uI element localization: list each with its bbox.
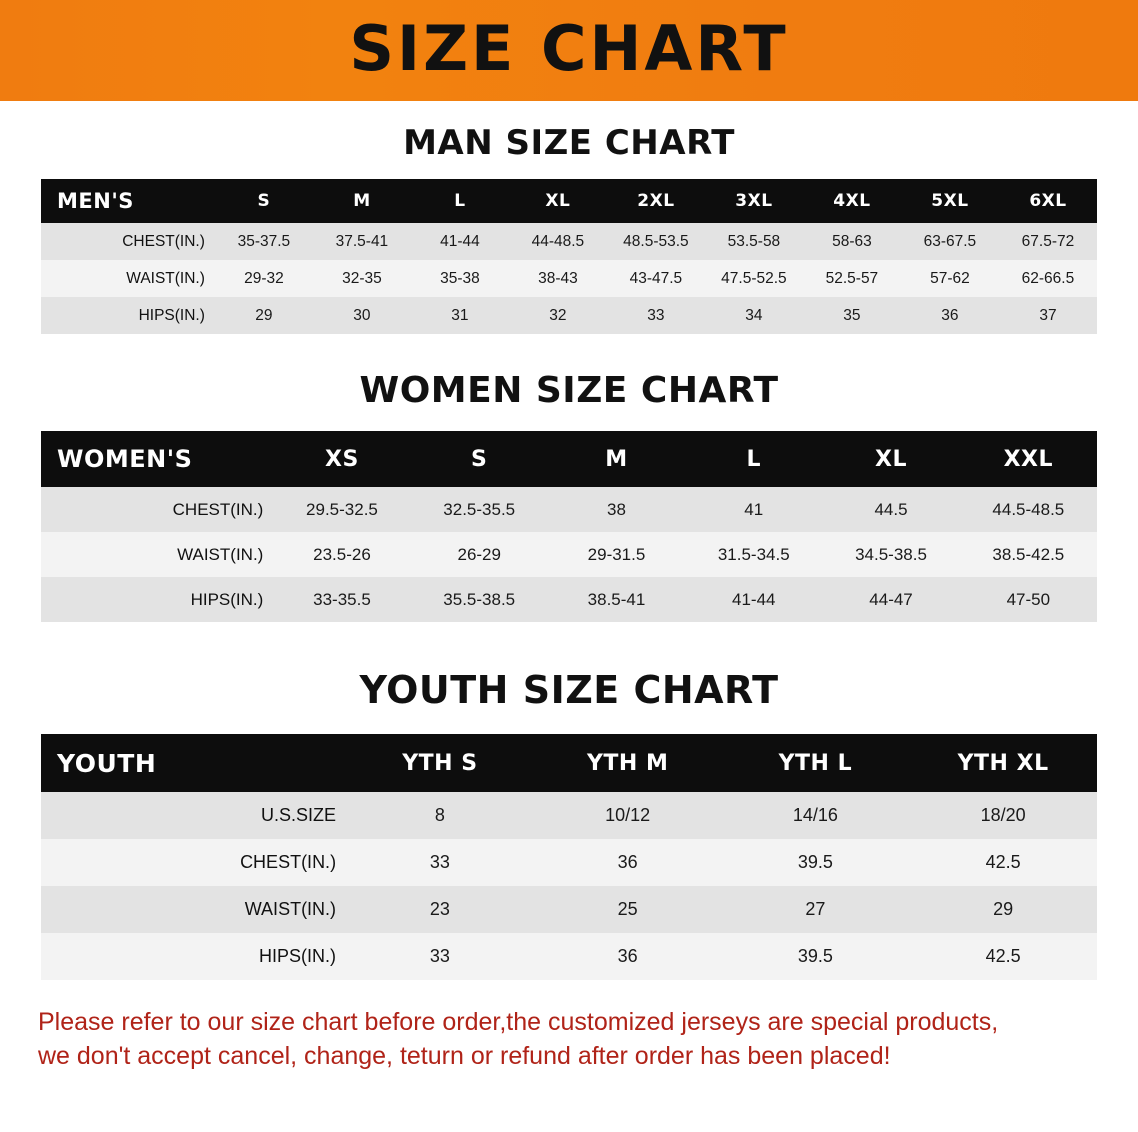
man-header-label: MEN'S <box>41 179 215 223</box>
women-waist-xs: 23.5-26 <box>273 532 410 577</box>
man-hips-2xl: 33 <box>607 297 705 334</box>
youth-header-m: YTH M <box>534 734 722 792</box>
women-hips-xs: 33-35.5 <box>273 577 410 622</box>
women-hips-xxl: 47-50 <box>960 577 1097 622</box>
youth-row-label-ussize: U.S.SIZE <box>41 792 346 839</box>
disclaimer-line-2: we don't accept cancel, change, teturn or refund after order has been placed! <box>38 1041 891 1070</box>
man-hips-xl: 32 <box>509 297 607 334</box>
youth-chest-l: 39.5 <box>722 839 910 886</box>
youth-header-label: YOUTH <box>41 734 346 792</box>
women-chest-xs: 29.5-32.5 <box>273 487 410 532</box>
youth-waist-m: 25 <box>534 886 722 933</box>
man-waist-l: 35-38 <box>411 260 509 297</box>
man-waist-2xl: 43-47.5 <box>607 260 705 297</box>
women-chest-m: 38 <box>548 487 685 532</box>
man-header-xl: XL <box>509 179 607 223</box>
women-chest-xl: 44.5 <box>822 487 959 532</box>
youth-header-xl: YTH XL <box>909 734 1097 792</box>
youth-table-header-row <box>41 734 1097 792</box>
youth-ussize-l: 14/16 <box>722 792 910 839</box>
youth-waist-l: 27 <box>722 886 910 933</box>
women-header-xs: XS <box>273 431 410 487</box>
man-hips-5xl: 36 <box>901 297 999 334</box>
man-size-table <box>41 179 1097 334</box>
youth-waist-xl: 29 <box>909 886 1097 933</box>
man-header-s: S <box>215 179 313 223</box>
women-waist-l: 31.5-34.5 <box>685 532 822 577</box>
man-hips-3xl: 34 <box>705 297 803 334</box>
man-header-l: L <box>411 179 509 223</box>
man-section-title: MAN SIZE CHART <box>403 123 735 163</box>
page-banner <box>0 0 1138 101</box>
youth-header-l: YTH L <box>722 734 910 792</box>
youth-chest-xl: 42.5 <box>909 839 1097 886</box>
youth-header-s: YTH S <box>346 734 534 792</box>
man-header-2xl: 2XL <box>607 179 705 223</box>
man-hips-s: 29 <box>215 297 313 334</box>
man-table-header-row <box>41 179 1097 223</box>
man-hips-6xl: 37 <box>999 297 1097 334</box>
women-header-l: L <box>685 431 822 487</box>
women-section-title: WOMEN SIZE CHART <box>359 370 779 411</box>
table-row <box>41 297 1097 334</box>
man-waist-3xl: 47.5-52.5 <box>705 260 803 297</box>
women-table-wrap <box>41 431 1097 622</box>
table-row <box>41 933 1097 980</box>
man-waist-4xl: 52.5-57 <box>803 260 901 297</box>
man-chest-m: 37.5-41 <box>313 223 411 260</box>
women-waist-xl: 34.5-38.5 <box>822 532 959 577</box>
man-header-m: M <box>313 179 411 223</box>
women-waist-m: 29-31.5 <box>548 532 685 577</box>
women-size-table <box>41 431 1097 622</box>
man-waist-s: 29-32 <box>215 260 313 297</box>
youth-table-wrap <box>41 734 1097 980</box>
disclaimer-line-1: Please refer to our size chart before order,the customized jerseys are special products, <box>38 1008 999 1036</box>
man-header-6xl: 6XL <box>999 179 1097 223</box>
man-waist-5xl: 57-62 <box>901 260 999 297</box>
man-table-wrap <box>41 179 1097 334</box>
youth-ussize-m: 10/12 <box>534 792 722 839</box>
youth-chest-m: 36 <box>534 839 722 886</box>
women-header-label: WOMEN'S <box>41 431 273 487</box>
man-waist-m: 32-35 <box>313 260 411 297</box>
youth-hips-xl: 42.5 <box>909 933 1097 980</box>
youth-waist-s: 23 <box>346 886 534 933</box>
man-chest-s: 35-37.5 <box>215 223 313 260</box>
table-row <box>41 577 1097 622</box>
women-table-header-row <box>41 431 1097 487</box>
women-hips-xl: 44-47 <box>822 577 959 622</box>
youth-row-label-hips: HIPS(IN.) <box>41 933 346 980</box>
man-row-label-waist: WAIST(IN.) <box>41 260 215 297</box>
table-row <box>41 886 1097 933</box>
women-chest-l: 41 <box>685 487 822 532</box>
youth-ussize-xl: 18/20 <box>909 792 1097 839</box>
women-hips-s: 35.5-38.5 <box>411 577 548 622</box>
women-header-xl: XL <box>822 431 959 487</box>
youth-hips-s: 33 <box>346 933 534 980</box>
women-row-label-waist: WAIST(IN.) <box>41 532 273 577</box>
women-hips-l: 41-44 <box>685 577 822 622</box>
youth-section-title: YOUTH SIZE CHART <box>359 668 779 712</box>
table-row <box>41 839 1097 886</box>
women-row-label-chest: CHEST(IN.) <box>41 487 273 532</box>
man-header-5xl: 5XL <box>901 179 999 223</box>
table-row <box>41 532 1097 577</box>
man-hips-l: 31 <box>411 297 509 334</box>
youth-size-table <box>41 734 1097 980</box>
table-row <box>41 223 1097 260</box>
women-chest-s: 32.5-35.5 <box>411 487 548 532</box>
youth-row-label-waist: WAIST(IN.) <box>41 886 346 933</box>
women-header-m: M <box>548 431 685 487</box>
man-chest-3xl: 53.5-58 <box>705 223 803 260</box>
youth-hips-m: 36 <box>534 933 722 980</box>
man-chest-2xl: 48.5-53.5 <box>607 223 705 260</box>
man-waist-xl: 38-43 <box>509 260 607 297</box>
women-chest-xxl: 44.5-48.5 <box>960 487 1097 532</box>
man-row-label-chest: CHEST(IN.) <box>41 223 215 260</box>
women-header-xxl: XXL <box>960 431 1097 487</box>
man-waist-6xl: 62-66.5 <box>999 260 1097 297</box>
youth-row-label-chest: CHEST(IN.) <box>41 839 346 886</box>
youth-ussize-s: 8 <box>346 792 534 839</box>
man-chest-l: 41-44 <box>411 223 509 260</box>
table-row <box>41 260 1097 297</box>
women-hips-m: 38.5-41 <box>548 577 685 622</box>
man-chest-4xl: 58-63 <box>803 223 901 260</box>
youth-chest-s: 33 <box>346 839 534 886</box>
man-header-3xl: 3XL <box>705 179 803 223</box>
women-header-s: S <box>411 431 548 487</box>
disclaimer-note <box>38 1006 1100 1074</box>
page-title: SIZE CHART <box>349 11 789 85</box>
man-hips-4xl: 35 <box>803 297 901 334</box>
youth-hips-l: 39.5 <box>722 933 910 980</box>
women-waist-xxl: 38.5-42.5 <box>960 532 1097 577</box>
table-row <box>41 792 1097 839</box>
man-chest-6xl: 67.5-72 <box>999 223 1097 260</box>
man-hips-m: 30 <box>313 297 411 334</box>
man-chest-xl: 44-48.5 <box>509 223 607 260</box>
man-chest-5xl: 63-67.5 <box>901 223 999 260</box>
women-waist-s: 26-29 <box>411 532 548 577</box>
table-row <box>41 487 1097 532</box>
man-header-4xl: 4XL <box>803 179 901 223</box>
women-row-label-hips: HIPS(IN.) <box>41 577 273 622</box>
man-row-label-hips: HIPS(IN.) <box>41 297 215 334</box>
